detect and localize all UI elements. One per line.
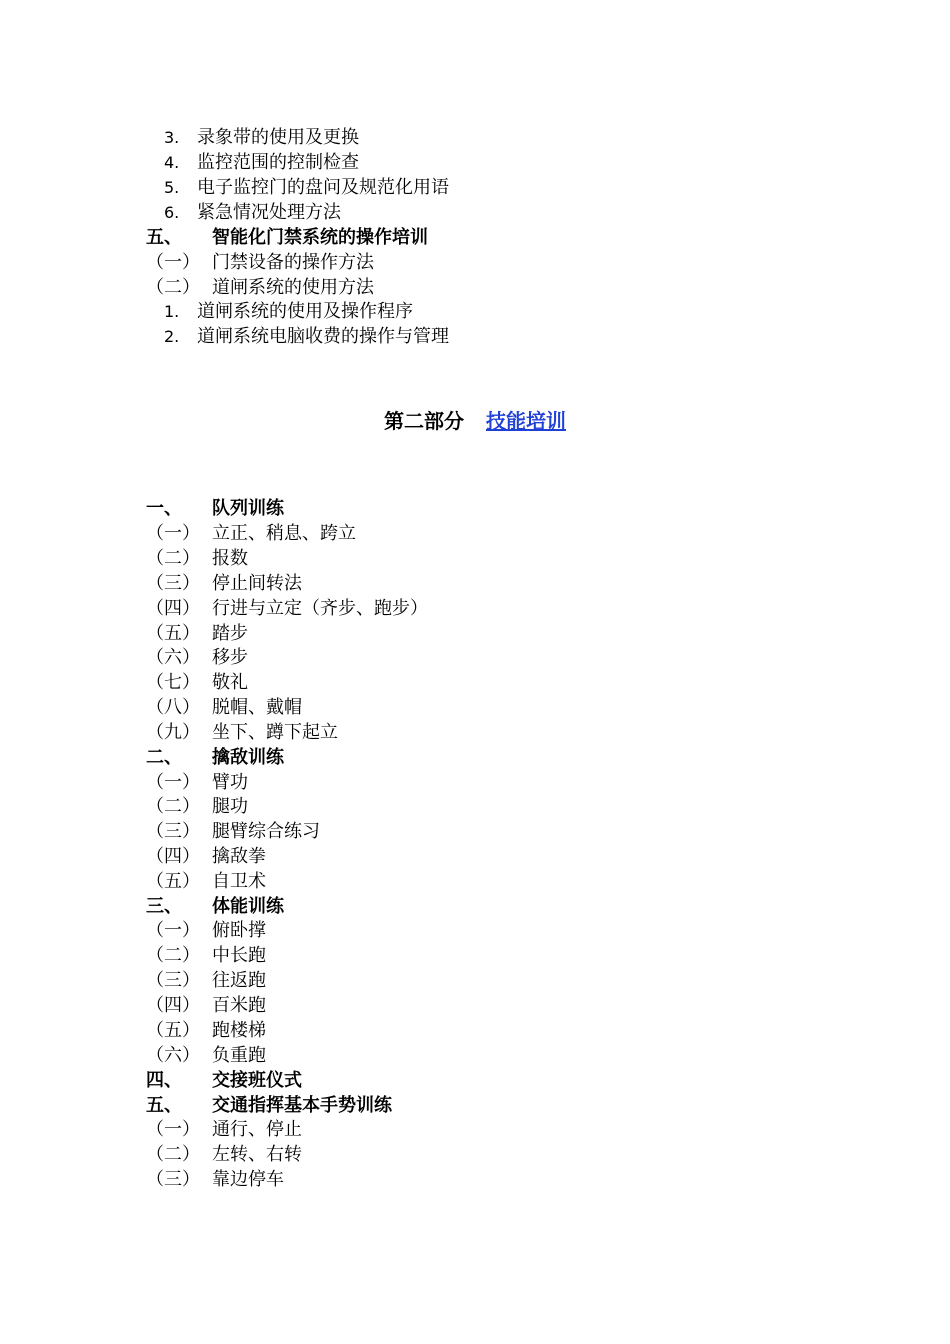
item-number: （六） (146, 647, 200, 668)
item-text: 移步 (212, 647, 248, 668)
section-title: 智能化门禁系统的操作培训 (212, 227, 428, 248)
item-text: 道闸系统的使用方法 (212, 277, 374, 298)
item-text: 自卫术 (212, 871, 266, 892)
item-text: 腿功 (212, 796, 248, 817)
section-number: 三、 (146, 896, 182, 917)
item-text: 俯卧撑 (212, 920, 266, 941)
item-text: 百米跑 (212, 995, 266, 1016)
item-text: 门禁设备的操作方法 (212, 252, 374, 273)
item-text: 敬礼 (212, 672, 248, 693)
item-number: （五） (146, 1020, 200, 1041)
item-text: 左转、右转 (212, 1144, 302, 1165)
item-text: 擒敌拳 (212, 846, 266, 867)
item-text: 停止间转法 (212, 573, 302, 594)
item-text: 靠边停车 (212, 1169, 284, 1190)
item-number: 5. (164, 178, 180, 197)
item-number: （二） (146, 945, 200, 966)
item-number: 1. (164, 302, 180, 321)
item-text: 行进与立定（齐步、跑步） (212, 598, 428, 619)
item-number: （一） (146, 772, 200, 793)
section-number: 二、 (146, 747, 182, 768)
section-number: 五、 (146, 227, 182, 248)
section-number: 四、 (146, 1070, 182, 1091)
item-text: 紧急情况处理方法 (197, 202, 341, 223)
item-number: （三） (146, 821, 200, 842)
item-text: 坐下、蹲下起立 (212, 722, 338, 743)
item-number: （七） (146, 672, 200, 693)
item-text: 中长跑 (212, 945, 266, 966)
item-text: 往返跑 (212, 970, 266, 991)
item-text: 踏步 (212, 623, 248, 644)
section-title: 擒敌训练 (212, 747, 284, 768)
section-title: 交通指挥基本手势训练 (212, 1095, 392, 1116)
item-text: 报数 (212, 548, 248, 569)
item-text: 通行、停止 (212, 1119, 302, 1140)
item-number: （二） (146, 1144, 200, 1165)
part-title-prefix: 第二部分 (384, 409, 464, 433)
section-title: 交接班仪式 (212, 1070, 302, 1091)
item-text: 道闸系统电脑收费的操作与管理 (197, 326, 449, 347)
item-number: （一） (146, 920, 200, 941)
item-text: 电子监控门的盘问及规范化用语 (197, 177, 449, 198)
item-number: 3. (164, 128, 180, 147)
item-text: 负重跑 (212, 1045, 266, 1066)
item-text: 立正、稍息、跨立 (212, 523, 356, 544)
section-number: 一、 (146, 498, 182, 519)
item-number: 4. (164, 153, 180, 172)
item-number: （一） (146, 252, 200, 273)
item-number: （四） (146, 598, 200, 619)
item-text: 道闸系统的使用及操作程序 (197, 301, 413, 322)
item-number: （一） (146, 1119, 200, 1140)
item-number: 6. (164, 203, 180, 222)
item-number: （六） (146, 1045, 200, 1066)
item-number: （三） (146, 573, 200, 594)
item-text: 脱帽、戴帽 (212, 697, 302, 718)
item-number: （四） (146, 995, 200, 1016)
part-title-link[interactable]: 技能培训 (486, 409, 566, 433)
item-number: （八） (146, 697, 200, 718)
item-text: 录象带的使用及更换 (197, 127, 359, 148)
item-number: （五） (146, 871, 200, 892)
item-text: 跑楼梯 (212, 1020, 266, 1041)
item-number: （四） (146, 846, 200, 867)
item-number: （二） (146, 277, 200, 298)
part-title (0, 407, 950, 435)
item-number: （二） (146, 548, 200, 569)
item-text: 监控范围的控制检查 (197, 152, 359, 173)
section-number: 五、 (146, 1095, 182, 1116)
item-number: （二） (146, 796, 200, 817)
item-number: （一） (146, 523, 200, 544)
item-number: （三） (146, 970, 200, 991)
item-number: 2. (164, 327, 180, 346)
item-number: （三） (146, 1169, 200, 1190)
section-title: 体能训练 (212, 896, 284, 917)
item-text: 臂功 (212, 772, 248, 793)
section-title: 队列训练 (212, 498, 284, 519)
item-number: （九） (146, 722, 200, 743)
item-text: 腿臂综合练习 (212, 821, 320, 842)
item-number: （五） (146, 623, 200, 644)
